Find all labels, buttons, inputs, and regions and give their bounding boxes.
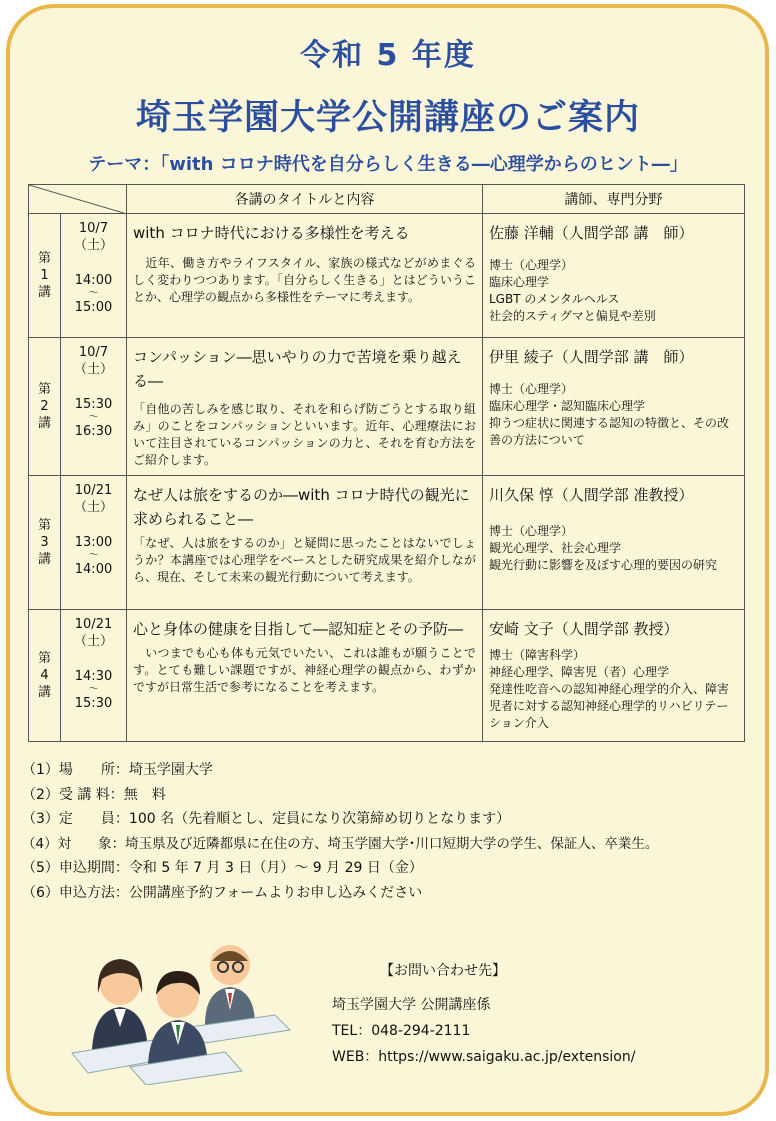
lecture-datetime: 10/21 （土） 14:30 ～ 15:30 [61, 610, 127, 742]
info-fee: （2）受 講 料：無 料 [22, 786, 166, 803]
instructor-cell [483, 476, 745, 610]
table-row [29, 476, 745, 610]
contact-org: 埼玉学園大学 公開講座係 [332, 997, 491, 1013]
lecture-number: 第 2 講 [29, 338, 61, 476]
lecture-description: いつまでも心も体も元気でいたい、これは誰もが願うことです。とても難しい課題ですが、神経心理学の観点から、わずかですが日常生活で参考になることを考えます。 [133, 646, 476, 694]
lecture-content [127, 338, 483, 476]
instructor-name: 佐藤 洋輔（人間学部 講 師） [489, 224, 694, 242]
lecture-content [127, 214, 483, 338]
lecture-number: 第 4 講 [29, 610, 61, 742]
table-corner-cell [29, 185, 127, 214]
students-illustration [60, 935, 300, 1085]
table-row [29, 214, 745, 338]
lecture-title: コンパッション―思いやりの力で苦境を乗り越える― [133, 348, 462, 390]
lecture-description: 「なぜ、人は旅をするのか」と疑問に思ったことはないでしょうか？本講座では心理学をベースとした研究成果を紹介しながら、現在、そして未来の観光行動について考えます。 [133, 536, 476, 584]
contact-heading: 【お問い合わせ先】 [380, 963, 506, 979]
instructor-fields: 博士（障害科学） 神経心理学、障害児（者）心理学 発達性吃音への認知神経心理学的介入、障害児者に対する認知神経心理学的リハビリテーション介入 [489, 648, 730, 730]
instructor-name: 伊里 綾子（人間学部 講 師） [489, 348, 694, 366]
lecture-datetime: 10/7 （土） 14:00 ～ 15:00 [61, 214, 127, 338]
lecture-content [127, 610, 483, 742]
event-info [22, 758, 658, 905]
instructor-fields: 博士（心理学） 観光心理学、社会心理学 観光行動に影響を及ぼす心理的要因の研究 [489, 524, 718, 572]
lecture-number: 第 3 講 [29, 476, 61, 610]
lecture-content [127, 476, 483, 610]
lecture-number: 第 1 講 [29, 214, 61, 338]
instructor-cell [483, 610, 745, 742]
diagonal-line [29, 185, 127, 214]
info-period: （5）申込期間：令和 5 年 7 月 3 日（月）～ 9 月 29 日（金） [22, 860, 423, 876]
table-row [29, 338, 745, 476]
instructor-cell [483, 338, 745, 476]
table-row [29, 610, 745, 742]
lecture-title: 心と身体の健康を目指して―認知症とその予防― [133, 620, 464, 638]
theme-line: テーマ：「with コロナ時代を自分らしく生きる―心理学からのヒント―」 [88, 154, 688, 175]
instructor-name: 川久保 惇（人間学部 准教授） [489, 486, 694, 504]
page-title: 埼玉学園大学公開講座のご案内 [135, 98, 640, 138]
person-back [190, 945, 290, 1043]
instructor-fields: 博士（心理学） 臨床心理学・認知臨床心理学 抑うつ症状に関連する認知の特徴と、その改善の方法について [489, 382, 730, 447]
header-content: 各講のタイトルと内容 [127, 185, 483, 214]
instructor-cell [483, 214, 745, 338]
info-target: （4）対 象：埼玉県及び近隣都県に在住の方、埼玉学園大学･川口短期大学の学生、保証人、卒業生。 [22, 835, 659, 852]
contact-block [332, 958, 635, 1070]
contact-web: WEB：https://www.saigaku.ac.jp/extension/ [332, 1049, 636, 1065]
info-method: （6）申込方法：公開講座予約フォームよりお申し込みください [22, 884, 423, 901]
lecture-datetime: 10/7 （土） 15:30 ～ 16:30 [61, 338, 127, 476]
lecture-description: 近年、働き方やライフスタイル、家族の様式などがめまぐるしく変わりつつあります。｢自分らしく生きる」とはどういうことか、心理学の観点から多様性をテーマに考えます。 [133, 256, 476, 304]
lecture-title: なぜ人は旅をするのか―with コロナ時代の観光に求められること― [133, 486, 470, 528]
lecture-title: with コロナ時代における多様性を考える [133, 224, 410, 242]
info-venue: （1）場 所：埼玉学園大学 [22, 762, 213, 778]
lecture-description: 「自他の苦しみを感じ取り、それを和らげ防ごうとする取り組み」のことをコンパッションといいます。近年、心理療法において注目されているコンパッションの力と、それを育む方法をご紹介します。 [133, 402, 476, 467]
instructor-fields: 博士（心理学） 臨床心理学 LGBT のメンタルヘルス 社会的スティグマと偏見や差別 [489, 258, 656, 323]
instructor-name: 安崎 文子（人間学部 教授） [489, 620, 679, 638]
lecture-datetime: 10/21 （土） 13:00 ～ 14:00 [61, 476, 127, 610]
contact-tel: TEL：048-294-2111 [332, 1023, 471, 1039]
info-capacity: （3）定 員：100 名（先着順とし、定員になり次第締め切りとなります） [22, 811, 511, 827]
lecture-table [28, 184, 745, 742]
header-instructor: 講師、専門分野 [483, 185, 745, 214]
year-heading: 令和 5 年度 [300, 38, 476, 73]
